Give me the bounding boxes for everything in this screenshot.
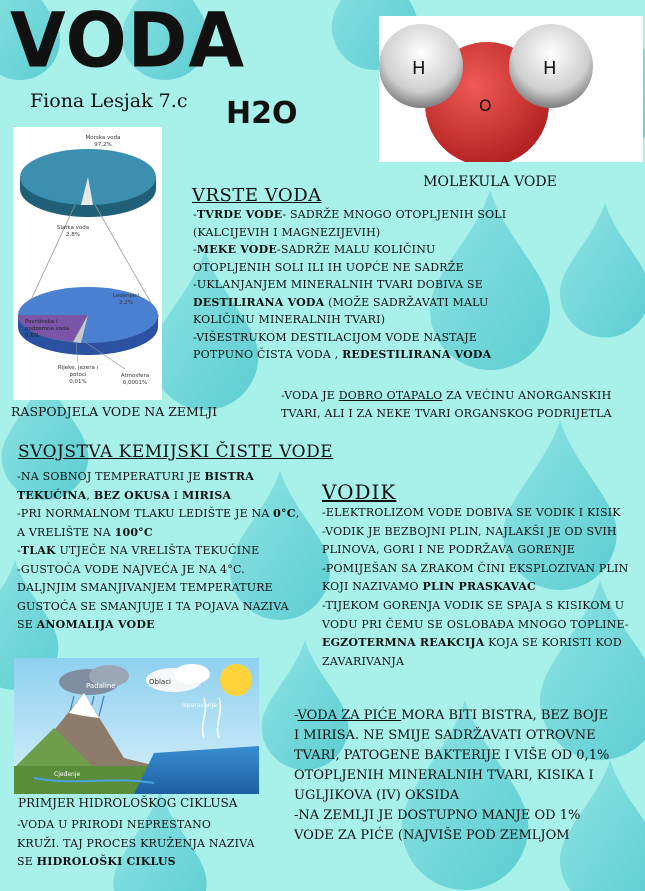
formula-label: H2O xyxy=(226,96,298,131)
pie-label-ground: Površinska i podzemna voda xyxy=(25,319,70,332)
pie-value-rivers: 0,01% xyxy=(69,379,87,385)
pie-value-ground: 0,6% xyxy=(25,333,39,339)
pie-label-fresh: Slatka voda xyxy=(56,225,90,231)
term-egzotermna: EGZOTERMNA REAKCIJA xyxy=(322,636,485,650)
term-meke: MEKE VODE xyxy=(196,243,277,256)
water-molecule-image xyxy=(379,16,643,162)
atom-label-o: O xyxy=(479,96,492,115)
section-text-vrste: -TVRDE VODE- SADRŽE MNOGO OTOPLJENIH SOLI (KALCIJEVIH I MAGNEZIJEVIH) -MEKE VODE-SADRŽE MALU KOLIČINU OTOPLJENIH SOLI ILI IH UOPĆE NE SADRŽE -UKLANJANJEM MINERALNIH TVARI DOBIVA SE DESTILIRANA VODA (MOŽE SADRŽAVATI MALU KOLIČINU MINERALNIH TVARI) -VIŠESTRUKOM DESTILACIJOM VODE NASTAJE POTPUNO ČISTA VODA , REDESTILIRANA VODA xyxy=(193,208,507,361)
pie-label-rivers: Rijeke, jezera i potoci xyxy=(57,365,99,378)
molecule-caption: MOLEKULA VODE xyxy=(423,174,557,190)
pie-value-fresh: 2,8% xyxy=(66,232,80,238)
term-destilirana: DESTILIRANA VODA xyxy=(193,295,325,309)
cycle-label-oblaci: Oblaci xyxy=(149,678,171,686)
term-anomalija: ANOMALIJA VODE xyxy=(36,618,155,631)
term-otapalo: DOBRO OTAPALO xyxy=(338,389,443,402)
atom-label-h-left: H xyxy=(412,58,426,79)
cycle-label-padaline: Padaline xyxy=(86,682,116,690)
cycle-label-cjedenje: Cjeđenje xyxy=(54,771,81,778)
pie-value-sea: 97,2% xyxy=(94,142,112,148)
pie-label-atmosphere: Atmosfera xyxy=(120,373,150,379)
term-hidroloski: HIDROLOŠKI CIKLUS xyxy=(36,855,176,868)
section-text-svojstva: -NA SOBNOJ TEMPERATURI JE BISTRA TEKUĆINA, BEZ OKUSA I MIRISA -PRI NORMALNOM TLAKU LEDIŠTE JE NA 0°C, A VRELIŠTE NA 100°C -TLAK UTJEČE NA VRELIŠTA TEKUĆINE -GUSTOĆA VODE NAJVEĆA JE NA 4°C. DALJNJIM SMANJIVANJEM TEMPERATURE GUSTOĆA SE SMANJUJE I TA POJAVA NAZIVA SE ANOMALIJA VODE xyxy=(17,470,300,631)
solvent-text: -VODA JE DOBRO OTAPALO ZA VEĆINU ANORGANSKIH TVARI, ALI I ZA NEKE TVARI ORGANSKOG PODRIJETLA xyxy=(281,389,612,420)
cycle-label-isparavanje: Isparavanje xyxy=(182,702,217,709)
water-distribution-chart xyxy=(13,127,162,400)
water-cycle-image xyxy=(14,658,259,794)
pie-value-glaciers: 2,2% xyxy=(119,300,133,306)
term-praskavac: PLIN PRASKAVAC xyxy=(422,580,537,594)
cycle-text: -VODA U PRIRODI NEPRESTANO KRUŽI. TAJ PROCES KRUŽENJA NAZIVA SE HIDROLOŠKI CIKLUS xyxy=(17,818,255,868)
section-heading-svojstva: SVOJSTVA KEMIJSKI ČISTE VODE xyxy=(18,442,334,462)
pie-label-sea: Morska voda xyxy=(85,135,121,141)
pie-value-atmosphere: 0,0001% xyxy=(122,380,148,386)
term-voda-za-pice: VODA ZA PIĆE xyxy=(297,708,402,723)
drinking-water-text: -VODA ZA PIĆE MORA BITI BISTRA, BEZ BOJE I MIRISA. NE SMIJE SADRŽAVATI OTROVNE TVARI, PATOGENE BAKTERIJE I VIŠE OD 0,1% OTOPLJENIH MINERALNIH TVARI, KISIKA I UGLJIKOVA (IV) OKSIDA -NA ZEMLJI JE DOSTUPNO MANJE OD 1% VODE ZA PIĆE (NAJVIŠE POD ZEMLJOM xyxy=(294,708,610,843)
term-tvrde: TVRDE VODE xyxy=(196,208,283,221)
section-heading-vrste: VRSTE VODA xyxy=(192,185,322,206)
section-text-vodik: -ELEKTROLIZOM VODE DOBIVA SE VODIK I KISIK -VODIK JE BEZBOJNI PLIN, NAJLAKŠI JE OD SVIH PLINOVA, GORI I NE PODRŽAVA GORENJE -POMIJEŠAN SA ZRAKOM ČINI EKSPLOZIVAN PLIN KOJI NAZIVAMO PLIN PRASKAVAC -TIJEKOM GORENJA VODIK SE SPAJA S KISIKOM U VODU PRI ČEMU SE OSLOBAĐA MNOGO TOPLINE-EGZOTERMNA REAKCIJA KOJA SE KORISTI KOD ZAVARIVANJA xyxy=(322,506,629,668)
sun-icon xyxy=(220,664,252,696)
pie-label-glaciers: Ledenjaci xyxy=(112,293,140,299)
section-heading-vodik: VODIK xyxy=(322,480,397,504)
cycle-caption: PRIMJER HIDROLOŠKOG CIKLUSA xyxy=(18,796,238,810)
page-title: VODA xyxy=(10,0,246,85)
author-name: Fiona Lesjak 7.c xyxy=(30,90,188,112)
chart-caption: RASPODJELA VODE NA ZEMLJI xyxy=(11,404,218,419)
atom-label-h-right: H xyxy=(543,58,557,79)
term-redestilirana: REDESTILIRANA VODA xyxy=(342,348,492,361)
